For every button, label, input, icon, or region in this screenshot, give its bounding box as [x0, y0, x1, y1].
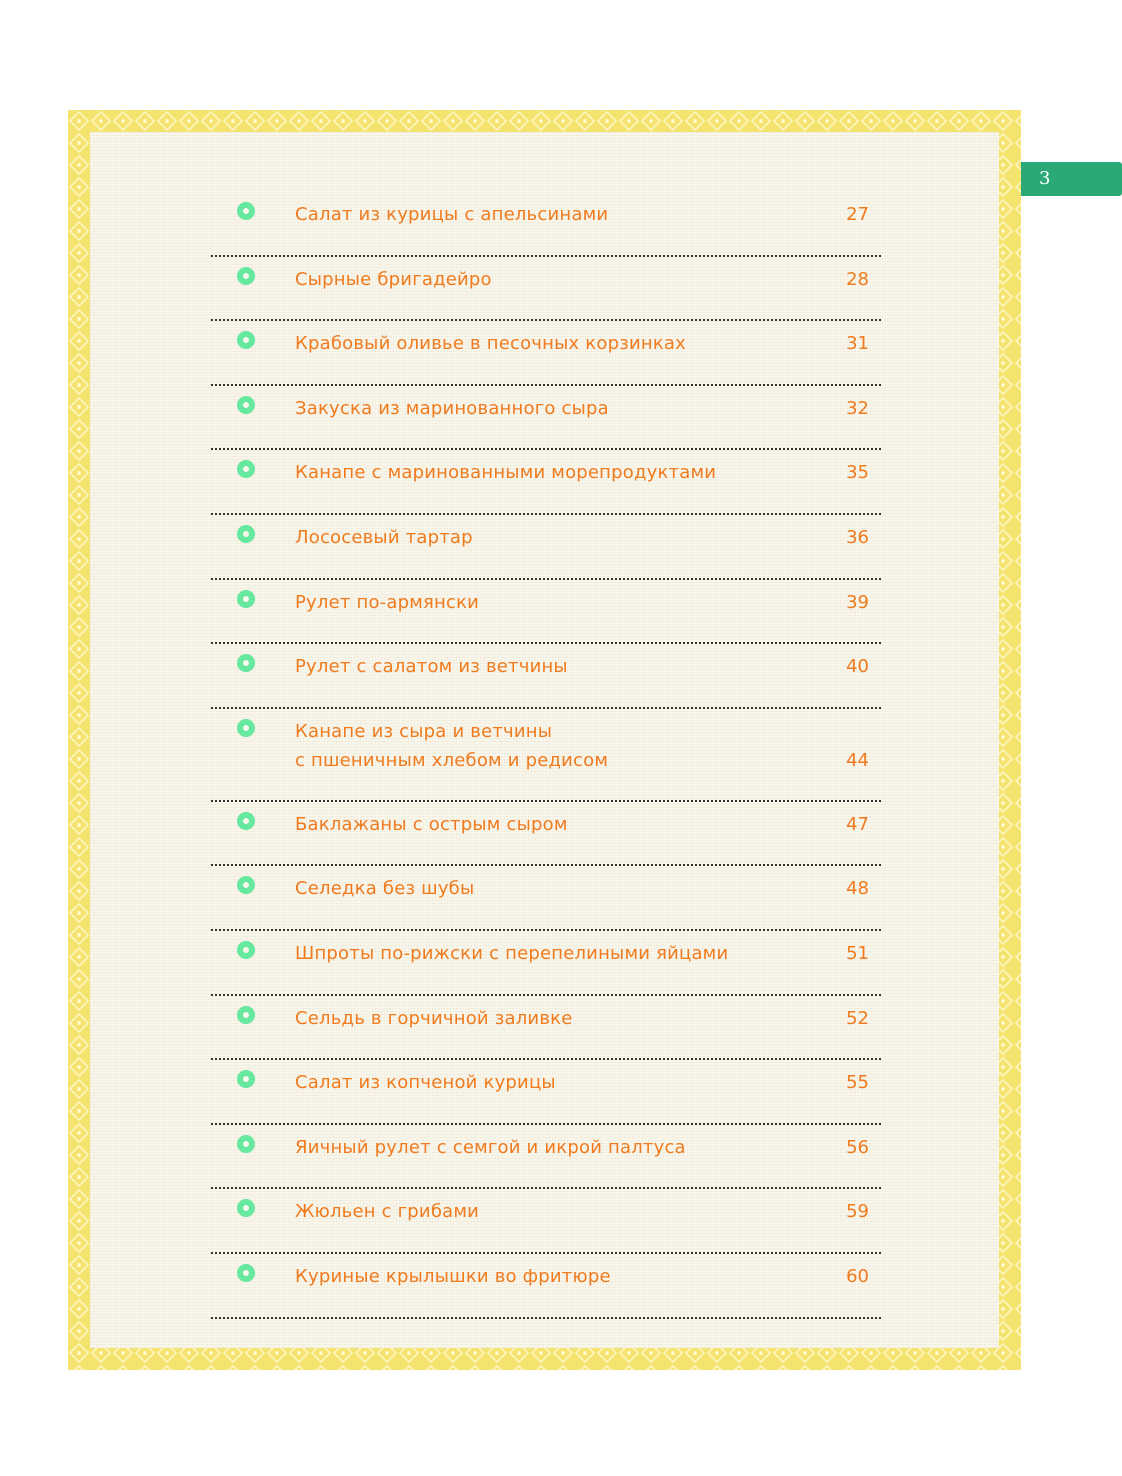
- toc-page-number: 28: [846, 268, 869, 290]
- toc-title: Лососевый тартар: [295, 526, 473, 548]
- toc-page-number: 47: [846, 813, 869, 835]
- toc-title-line: Канапе из сыра и ветчины: [295, 720, 553, 742]
- toc-title: Сырные бригадейро: [295, 268, 492, 290]
- bullet-icon: [237, 876, 255, 894]
- toc-item[interactable]: [211, 386, 881, 451]
- toc-item[interactable]: [211, 1254, 881, 1319]
- bullet-icon: [237, 202, 255, 220]
- bullet-icon: [237, 1264, 255, 1282]
- toc-page-number: 44: [846, 749, 869, 771]
- toc-item[interactable]: [211, 1060, 881, 1125]
- toc-item[interactable]: [211, 644, 881, 709]
- toc-title: Салат из курицы с апельсинами: [295, 204, 609, 225]
- bullet-icon: [237, 396, 255, 414]
- page-number-tab: 3: [1021, 162, 1122, 196]
- toc-item[interactable]: [211, 709, 881, 802]
- toc-item[interactable]: [211, 450, 881, 515]
- toc-item[interactable]: [211, 996, 881, 1061]
- toc-item[interactable]: [211, 580, 881, 645]
- toc-page-number: 36: [846, 526, 869, 548]
- toc-item[interactable]: [211, 321, 881, 386]
- toc-page-number: 40: [846, 656, 869, 678]
- bullet-icon: [237, 654, 255, 672]
- toc-title: Куриные крылышки во фритюре: [295, 1265, 611, 1287]
- bullet-icon: [237, 525, 255, 543]
- toc-title: Шпроты по-рижски с перепелиными яйцами: [295, 942, 729, 964]
- toc-page-number: 39: [846, 591, 869, 613]
- toc-title: Селедка без шубы: [295, 878, 475, 900]
- toc-title: Рулет по-армянски: [295, 591, 480, 613]
- toc-item[interactable]: [211, 802, 881, 867]
- table-of-contents: [211, 192, 881, 1319]
- toc-item[interactable]: [211, 192, 881, 257]
- toc-item[interactable]: [211, 931, 881, 996]
- toc-page-number: 60: [846, 1265, 869, 1287]
- toc-title: [295, 717, 815, 775]
- toc-title: Крабовый оливье в песочных корзинках: [295, 333, 686, 355]
- bullet-icon: [237, 1199, 255, 1217]
- toc-page-number: 32: [846, 397, 869, 419]
- bullet-icon: [237, 267, 255, 285]
- toc-page-number: 48: [846, 878, 869, 900]
- toc-item[interactable]: [211, 1189, 881, 1254]
- bullet-icon: [237, 1070, 255, 1088]
- toc-title: Закуска из маринованного сыра: [295, 397, 609, 419]
- toc-title: Сельдь в горчичной заливке: [295, 1007, 573, 1029]
- toc-title: Рулет с салатом из ветчины: [295, 656, 568, 678]
- toc-title: Баклажаны с острым сыром: [295, 813, 568, 835]
- toc-title: Канапе с маринованными морепродуктами: [295, 462, 717, 484]
- toc-item[interactable]: [211, 257, 881, 322]
- toc-item[interactable]: [211, 1125, 881, 1190]
- toc-title-line: с пшеничным хлебом и редисом: [295, 749, 609, 771]
- bullet-icon: [237, 812, 255, 830]
- toc-page-number: 55: [846, 1072, 869, 1094]
- toc-page-number: 51: [846, 942, 869, 964]
- bullet-icon: [237, 590, 255, 608]
- bullet-icon: [237, 941, 255, 959]
- toc-item[interactable]: [211, 515, 881, 580]
- toc-page-number: 35: [846, 462, 869, 484]
- bullet-icon: [237, 1135, 255, 1153]
- bullet-icon: [237, 460, 255, 478]
- toc-item[interactable]: [211, 866, 881, 931]
- toc-page-number: 31: [846, 333, 869, 355]
- bullet-icon: [237, 1006, 255, 1024]
- toc-title: Жюльен с грибами: [295, 1201, 480, 1223]
- toc-page-number: 27: [846, 204, 869, 225]
- bullet-icon: [237, 331, 255, 349]
- toc-title: Салат из копченой курицы: [295, 1072, 556, 1094]
- toc-page-number: 56: [846, 1136, 869, 1158]
- toc-title: Яичный рулет с семгой и икрой палтуса: [295, 1136, 686, 1158]
- toc-page-number: 52: [846, 1007, 869, 1029]
- toc-page-number: 59: [846, 1201, 869, 1223]
- bullet-icon: [237, 719, 255, 737]
